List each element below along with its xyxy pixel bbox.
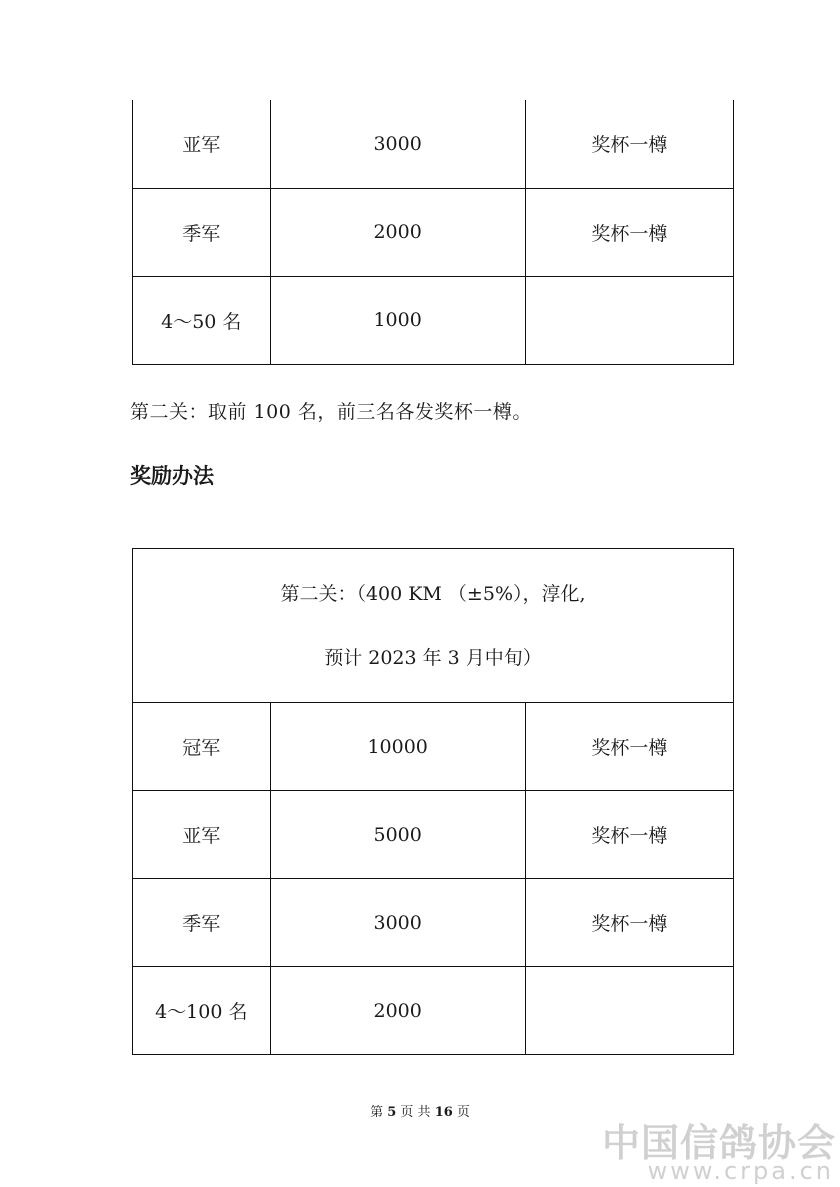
- stage2-note: 第二关：取前 100 名，前三名各发奖杯一樽。: [130, 401, 532, 423]
- amount-cell: 2000: [270, 188, 525, 276]
- prize-cell: 奖杯一樽: [525, 791, 733, 879]
- rank-cell: 冠军: [133, 703, 271, 791]
- rank-cell: 季军: [133, 188, 271, 276]
- stage-header-cell: [133, 549, 734, 703]
- amount-cell: 10000: [270, 703, 525, 791]
- amount-cell: 2000: [270, 967, 525, 1055]
- table-row: [133, 967, 734, 1055]
- rank-cell: 亚军: [133, 100, 271, 188]
- table-row: [133, 188, 734, 276]
- stage-header-line1: 第二关：（400 KM （±5%），淳化,: [280, 582, 586, 605]
- rank-cell: 亚军: [133, 791, 271, 879]
- prize-cell: [525, 276, 733, 364]
- amount-cell: 5000: [270, 791, 525, 879]
- section-heading: 奖励办法: [130, 464, 214, 488]
- rank-cell: 季军: [133, 879, 271, 967]
- amount-cell: 3000: [270, 100, 525, 188]
- amount-cell: 3000: [270, 879, 525, 967]
- prize-cell: 奖杯一樽: [525, 100, 733, 188]
- table-header-row: [133, 549, 734, 703]
- footer-prefix: 第: [370, 1105, 384, 1120]
- prize-cell: 奖杯一樽: [525, 703, 733, 791]
- table-row: [133, 703, 734, 791]
- watermark-name: 中国信鸽协会: [601, 1121, 836, 1165]
- rank-cell: 4～50 名: [133, 276, 271, 364]
- table-row: [133, 276, 734, 364]
- page-number: 5: [387, 1105, 397, 1120]
- watermark-url: www.crpa.cn: [647, 1157, 834, 1185]
- total-pages: 16: [434, 1105, 453, 1120]
- stage-header-line2: 预计 2023 年 3 月中旬）: [324, 646, 542, 669]
- amount-cell: 1000: [270, 276, 525, 364]
- prize-table-stage1: [132, 100, 734, 365]
- table-row: [133, 791, 734, 879]
- prize-table-stage2: [132, 548, 734, 1055]
- rank-cell: 4～100 名: [133, 967, 271, 1055]
- footer-middle: 页 共: [400, 1105, 431, 1120]
- prize-cell: 奖杯一樽: [525, 879, 733, 967]
- prize-cell: [525, 967, 733, 1055]
- prize-cell: 奖杯一樽: [525, 188, 733, 276]
- table-row: [133, 879, 734, 967]
- footer-suffix: 页: [456, 1105, 470, 1120]
- table-row: [133, 100, 734, 188]
